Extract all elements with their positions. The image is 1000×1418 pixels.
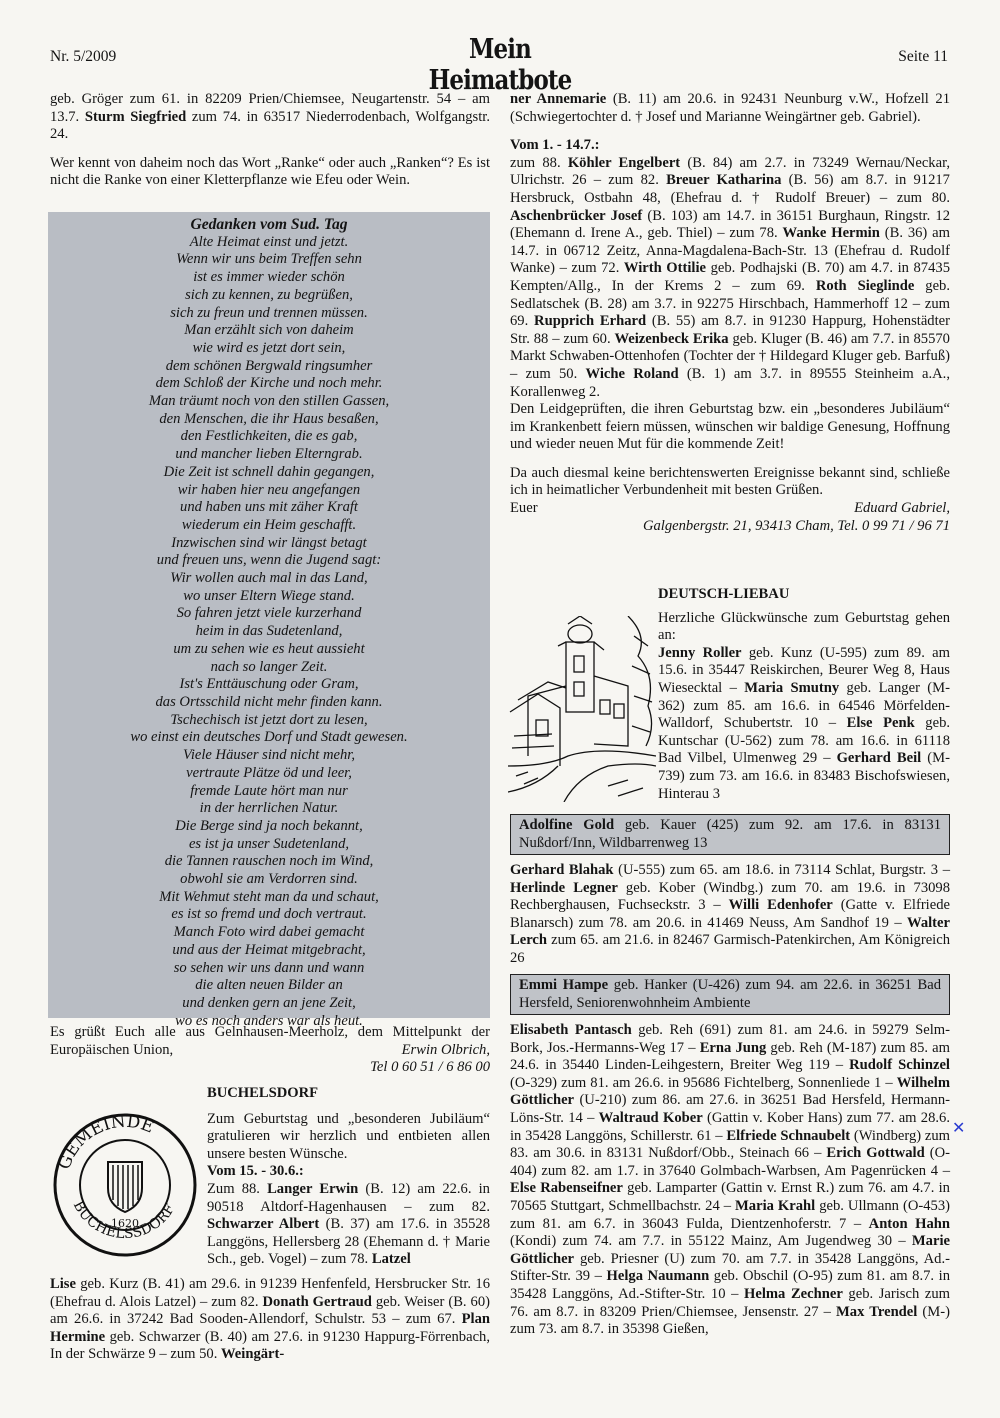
seal-top-text: GEMEINDE	[54, 1111, 157, 1173]
poem-line: Man träumt noch von den stillen Gassen,	[148, 393, 390, 410]
closing-text: Da auch diesmal keine berichtenswerten Ereignisse bekannt sind, schließe ich in heimatlicher Verbundenheit mit besten Grüßen.	[510, 464, 950, 499]
poem-line: Tschechisch ist jetzt dort zu lesen,	[170, 711, 368, 728]
poem-line: obwohl sie am Verdorren sind.	[180, 871, 358, 888]
poem-line: um zu sehen wie es heut aussieht	[173, 640, 365, 657]
poem-line: Man erzählt sich von daheim	[184, 322, 354, 339]
seal-bottom-text: BUCHELSSDORF	[69, 1198, 179, 1243]
poem-line: es ist ja unser Sudetenland,	[188, 835, 350, 852]
sick-wishes: Den Leidgeprüften, die ihren Geburtstag bzw. ein „besonderes Jubiläum“ im Krankenbett feiern müssen, wünschen wir baldige Genesung, Hoffnung und wieder neuen Mut für die kommende Zeit!	[510, 401, 950, 453]
poem-line: wo unser Eltern Wiege stand.	[183, 587, 355, 604]
poem-line: wo einst ein deutsches Dorf und Stadt gewesen.	[130, 729, 408, 746]
masthead-title: Mein Heimatbote	[428, 34, 572, 96]
poem-line: So fahren jetzt viele kurzerhand	[176, 605, 362, 622]
buchelsdorf-entries-b: Lise geb. Kurz (B. 41) am 29.6. in 91239 Henfenfeld, Hersbrucker Str. 16 (Ehefrau d. Alois Latzel) – zum 82. Donath Gertraud geb. Weiser (B. 60) am 26.6. in 37242 Bad Sooden-Allendorf, Schulstr. 53 – zum 67. Plan Hermine geb. Schwarzer (B. 40) am 27.6. in 91230 Happurg-Förrenbach, In der Schwärze 9 – zum 50. Weingärt-	[50, 1276, 490, 1363]
poem-line: und haben uns mit zäher Kraft	[180, 499, 358, 516]
poem-line: wir haben hier neu angefangen	[177, 481, 361, 498]
poem-line: wo es noch anders war als heut.	[175, 1012, 363, 1029]
buchelsdorf-heading: BUCHELSDORF	[207, 1085, 319, 1101]
poem-line: so sehen wir uns dann und wann	[173, 959, 365, 976]
poem-line: wie wird es jetzt dort sein,	[192, 339, 346, 356]
poem-line: Inzwischen sind wir längst betagt	[171, 534, 367, 551]
poem-line: und denken gern an jene Zeit,	[182, 994, 356, 1011]
greeting-text: Es grüßt Euch alle aus Gelnhausen-Meerholz, dem Mittelpunkt der Europäischen Union,	[50, 1024, 490, 1058]
ranke-paragraph: Wer kennt von daheim noch das Wort „Ranke“ oder auch „Ranken“? Es ist nicht die Ranke von einer Kletterpflanze wie Efeu oder Wein.	[50, 154, 490, 189]
poem-line: vertraute Plätze öd und leer,	[186, 764, 352, 781]
poem-line: Alte Heimat einst und jetzt.	[189, 233, 349, 250]
poem-line: es ist so fremd und doch vertraut.	[171, 906, 367, 923]
poem-line: dem schönen Bergwald ringsumher	[165, 357, 373, 374]
closing-euer: Euer	[510, 500, 538, 517]
left-column-top	[50, 91, 490, 190]
poem-line: Viele Häuser sind nicht mehr,	[183, 747, 355, 764]
buchelsdorf-entries-a: Zum 88. Langer Erwin (B. 12) am 22.6. in 90518 Altdorf-Hagenhausen – zum 82. Schwarzer Albert (B. 37) am 17.6. in 35528 Langgöns, Hellersberg 28 (Ehemann d. † Marie Sch., geb. Vogel) – zum 78. Latzel	[207, 1180, 490, 1268]
poem-lines	[48, 234, 490, 1031]
poem-line: Manch Foto wird dabei gemacht	[173, 924, 365, 941]
highlight-box-gold: Adolfine Gold geb. Kauer (425) zum 92. am 17.6. in 83131 Nußdorf/Inn, Wildbarrenweg 13	[510, 814, 950, 855]
greeting-tel: Tel 0 60 51 / 6 86 00	[370, 1059, 490, 1076]
poem-line: ist es immer wieder schön	[193, 269, 345, 286]
poem-line: dem Schloß der Kirche und noch mehr.	[155, 375, 383, 392]
poem-line: Die Zeit ist schnell dahin gegangen,	[163, 463, 375, 480]
poem-line: nach so langer Zeit.	[210, 658, 328, 675]
intro-paragraph: geb. Gröger zum 61. in 82209 Prien/Chiemsee, Neugartenstr. 54 – am 13.7. Sturm Siegfried zum 74. in 63517 Niederrodenbach, Wolfgangstr. 24.	[50, 91, 490, 143]
buchelsdorf-greeting: Zum Geburtstag und „besonderen Jubiläum“ gratulieren wir herzlich und entbieten allen unsere besten Wünsche.	[207, 1110, 490, 1162]
poem-line: und freuen uns, wenn die Jugend sagt:	[156, 552, 382, 569]
poem-line: fremde Laute hört man nur	[190, 782, 348, 799]
deutsch-liebau-entries: Jenny Roller geb. Kunz (U-595) zum 89. am 15.6. in 35447 Reiskirchen, Beurer Weg 8, Haus Wiesecktal – Maria Smutny geb. Langer (M-362) zum 85. am 16.6. in 64546 Mörfelden-Walldorf, Schubertstr. 10 – Else Penk geb. Kuntschar (U-562) zum 78. am 16.6. in 61118 Bad Vilbel, Ulmenweg 29 – Gerhard Beil (M-739) zum 73. am 16.6. in 83483 Bischofswiesen, Hinterau 3	[658, 644, 951, 802]
poem-line: und mancher lieben Elterngrab.	[175, 446, 363, 463]
poem-line: sich zu freun und trennen müssen.	[170, 304, 368, 321]
buchelsdorf-seal-icon	[50, 1110, 200, 1260]
seal-year: 1620	[111, 1217, 139, 1230]
poem-line: das Ortsschild nicht mehr finden kann.	[155, 693, 383, 710]
poem-line: wiederum ein Heim geschafft.	[181, 516, 357, 533]
liebau-entries-late: Elisabeth Pantasch geb. Reh (691) zum 81. am 24.6. in 59279 Selm-Bork, Jos.-Hermanns-Weg 17 – Erna Jung geb. Reh (M-187) zum 85. am 24.6. in 35440 Linden-Leihgestern, Breiter Weg 119 – Rudolf Schinzel (O-329) zum 81. am 26.6. in 95686 Fichtelberg, Sonnenliede 1 – Wilhelm Göttlicher (U-210) zum 86. am 27.6. in 36251 Bad Hersfeld, Hermann-Löns-Str. 14 – Waltraud Kober (Gattin v. Kober Hans) zum 77. am 28.6. in 35428 Langgöns, Schillerstr. 61 – Elfriede Schnaubelt (Windberg) zum 83. am 30.6. in 83131 Nußdorf/Obb., Steinach 66 – Erich Gottwald (O-404) zum 82. am 1.7. in 37640 Golmbach-Warbsen, Am Pagenrücken 4 – Else Rabenseifner geb. Lamparter (Gattin v. Ernst R.) zum 76. am 4.7. in 70565 Stuttgart, Schmellbachstr. 24 – Maria Krahl geb. Ullmann (O-453) zum 81. am 6.7. in 36043 Fulda, Dientzenhoferstr. 7 – Anton Hahn (Kondi) zum 74. am 7.7. in 55122 Mainz, Am Jugendweg 30 – Marie Göttlicher geb. Priesner (U) zum 70. am 7.7. in 35428 Langgöns, Ad.-Stifter-Str. 39 – Helga Naumann geb. Obschil (O-95) zum 81. am 8.7. in 35428 Langgöns, Ad.-Stifter-Str. 10 – Helma Zechner geb. Jarisch zum 76. am 8.7. in 83209 Prien/Chiemsee, Jensenstr. 27 – Max Trendel (M-) zum 73. am 8.7. in 35398 Gießen,	[510, 1022, 951, 1338]
weingaertner-entry: ner Annemarie (B. 11) am 20.6. in 92431 Neunburg v.W., Hofzell 21 (Schwiegertochter d. † Josef und Marianne Weingärtner geb. Gabriel).	[510, 91, 950, 125]
poem-line: in der herrlichen Natur.	[199, 800, 339, 817]
poem-title: Gedanken vom Sud. Tag	[190, 216, 348, 233]
buchelsdorf-intro	[207, 1085, 490, 1269]
buchelsdorf-date-range: Vom 15. - 30.6.:	[207, 1163, 304, 1180]
poem-line: heim in das Sudetenland,	[195, 623, 343, 640]
july-entries: zum 88. Köhler Engelbert (B. 84) am 2.7. in 73249 Wernau/Neckar, Ulrichstr. 26 – zum 82. Breuer Katharina (B. 56) am 8.7. in 91217 Hersbruck, Ostbahn 48, (Ehefrau d. † Rudolf Breuer) – zum 80. Aschenbrücker Josef (B. 103) am 14.7. in 36151 Burghaun, Ringstr. 12 (Ehemann d. Irene A., geb. Thiel) – zum 78. Wanke Hermin (B. 36) am 14.7. in 06712 Zeitz, Anna-Magdalena-Bach-Str. 13 (Ehefrau d. Rudolf Wanke) – zum 72. Wirth Ottilie geb. Podhajski (B. 70) am 4.7. in 87435 Kempten/Allg., In der Krems 2 – zum 69. Roth Sieglinde geb. Sedlatschek (B. 28) am 3.7. in 92275 Hirschbach, Hammerhoff 12 – zum 69. Rupprich Erhard (B. 55) am 8.7. in 91230 Happurg, Hohenstädter Str. 88 – zum 60. Weizenbeck Erika geb. Kluger (B. 46) am 7.7. in 85570 Markt Schwaben-Ottenhofen (Tochter der † Hildegard Kluger geb. Barfuß) – zum 50. Wiche Roland (B. 1) am 3.7. in 89555 Steinheim a.A., Korallenweg 2.	[510, 154, 951, 400]
deutsch-liebau-heading: DEUTSCH-LIEBAU	[658, 586, 790, 602]
greeting-name: Erwin Olbrich,	[401, 1041, 490, 1058]
deutsch-liebau-greeting: Herzliche Glückwünsche zum Geburtstag gehen an:	[658, 609, 950, 644]
right-column-top	[510, 91, 950, 535]
poem-line: Wenn wir uns beim Treffen sehn	[176, 251, 362, 268]
highlight-box-hampe: Emmi Hampe geb. Hanker (U-426) zum 94. am 22.6. in 36251 Bad Hersfeld, Seniorenwohnheim Ambiente	[510, 974, 950, 1015]
deutsch-liebau-intro	[658, 586, 950, 803]
poem-box	[48, 212, 490, 1029]
poem-line: Die Berge sind ja noch bekannt,	[175, 817, 363, 834]
church-illustration-icon	[508, 616, 656, 802]
july-date-range: Vom 1. - 14.7.:	[510, 137, 600, 154]
pen-mark-icon: ✕	[952, 1120, 966, 1137]
liebau-entries-june: Gerhard Blahak (U-555) zum 65. am 18.6. in 73114 Schlat, Burgstr. 3 – Herlinde Legner geb. Kober (Windbg.) zum 70. am 19.6. in 73098 Rechberghausen, Fuchseckstr. 3 – Willi Edenhofer (Gatte v. Elfriede Blanarsch) zum 78. am 20.6. in 41469 Neuss, Am Sandhof 19 – Walter Lerch zum 65. am 21.6. in 82467 Garmisch-Patenkirchen, Am Königreich 26	[510, 862, 951, 966]
poem-line: den Menschen, die ihr Haus besaßen,	[159, 410, 379, 427]
signature-name: Eduard Gabriel,	[854, 500, 950, 517]
greeting-block	[50, 1024, 490, 1077]
issue-number: Nr. 5/2009	[50, 48, 117, 65]
poem-line: den Festlichkeiten, die es gab,	[180, 428, 358, 445]
poem-line: die Tannen rauschen noch im Wind,	[164, 853, 374, 870]
poem-line: Ist's Enttäuschung oder Gram,	[179, 676, 359, 693]
poem-line: die alten neuen Bilder an	[195, 977, 343, 994]
poem-line: Mit Wehmut steht man da und schaut,	[159, 888, 379, 905]
signature-address: Galgenbergstr. 21, 93413 Cham, Tel. 0 99 71 / 96 71	[642, 517, 950, 534]
poem-line: und aus der Heimat mitgebracht,	[172, 941, 366, 958]
poem-line: Wir wollen auch mal in das Land,	[170, 570, 368, 587]
page-number: Seite 11	[898, 48, 948, 65]
poem-line: sich zu kennen, zu begrüßen,	[185, 286, 353, 303]
